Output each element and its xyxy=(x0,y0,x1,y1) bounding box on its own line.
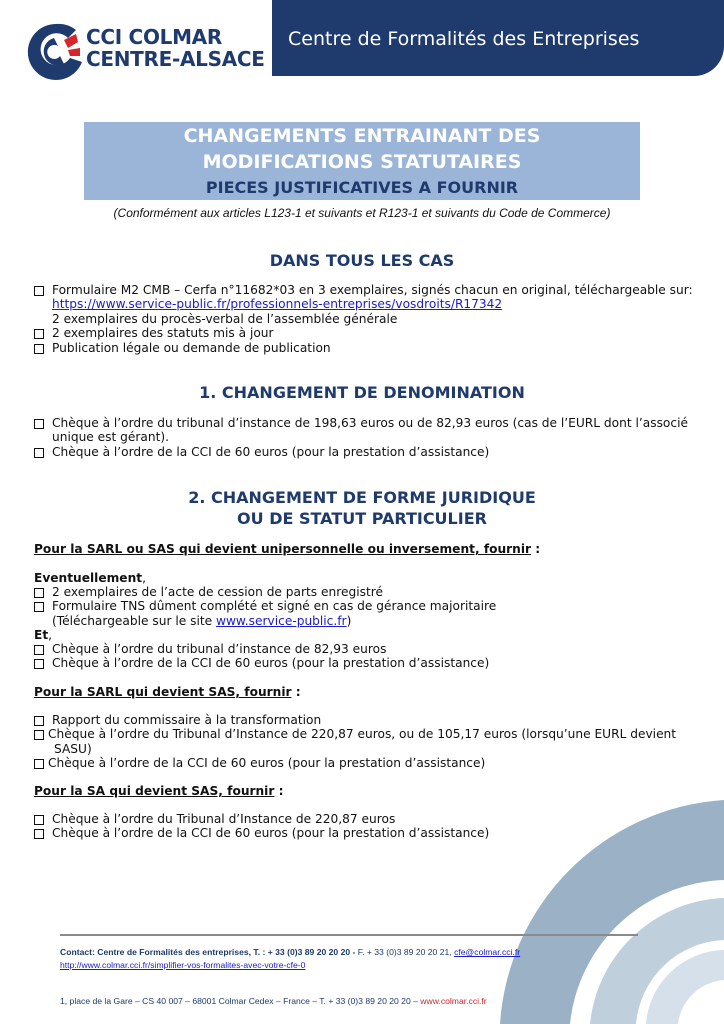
checkbox-icon xyxy=(34,588,44,598)
section2-heading-line2: OU DE STATUT PARTICULIER xyxy=(237,509,487,528)
sub2-heading-text: Pour la SARL qui devient SAS, fournir xyxy=(34,685,292,699)
box-glyph-icon xyxy=(34,313,42,321)
item-text: Chèque à l’ordre du tribunal d’instance de 82,93 euros xyxy=(52,642,387,656)
item-text: Chèque à l’ordre de la CCI de 60 euros (pour la prestation d’assistance) xyxy=(52,444,490,459)
list-item xyxy=(34,283,698,312)
contact-email-link[interactable]: cfe@colmar.cci.fr xyxy=(454,947,521,957)
eventuellement-text: Eventuellement xyxy=(34,571,143,585)
list-item xyxy=(34,326,698,340)
list-item xyxy=(34,713,698,727)
checkbox-icon xyxy=(34,344,44,354)
address-text: 1, place de la Gare – CS 40 007 – 68001 Colmar Cedex – France – T. + 33 (0)3 89 20 20 20 – xyxy=(60,996,418,1006)
section2-heading-line1: 2. CHANGEMENT DE FORME JURIDIQUE xyxy=(188,488,536,507)
item-note-end: ) xyxy=(346,613,352,628)
checkbox-icon xyxy=(34,448,44,458)
item-text: Chèque à l’ordre de la CCI de 60 euros (pour la prestation d’assistance) xyxy=(48,756,486,771)
title-box xyxy=(84,122,640,200)
checkbox-icon xyxy=(34,716,44,726)
item-text: Chèque à l’ordre du Tribunal d’Instance de 220,87 euros, ou de 105,17 euros (lorsqu’une EURL devient xyxy=(48,727,677,742)
item-text: 2 exemplaires de l’acte de cession de parts enregistré xyxy=(52,585,383,599)
item-text: Formulaire M2 CMB – Cerfa n°11682*03 en 3 exemplaires, signés chacun en original, téléchargeable sur: xyxy=(52,283,693,297)
list-item xyxy=(34,341,698,355)
list-item xyxy=(34,312,698,326)
item-text: 2 exemplaires des statuts mis à jour xyxy=(52,326,274,341)
list-item xyxy=(34,756,698,770)
item-text: Formulaire TNS dûment complété et signé en cas de gérance majoritaire xyxy=(52,599,497,614)
list-item xyxy=(34,727,698,756)
cci-logo xyxy=(24,18,274,82)
sub2-heading xyxy=(34,685,301,699)
list-item xyxy=(34,599,698,628)
sub1-heading xyxy=(34,542,540,556)
sub3-heading-text: Pour la SA qui devient SAS, fournir xyxy=(34,784,275,798)
list-item xyxy=(34,585,698,599)
item-text: Rapport du commissaire à la transformation xyxy=(52,713,322,727)
all-cases-list xyxy=(34,283,698,355)
band-title: Centre de Formalités des Entreprises xyxy=(288,28,640,50)
decorative-arc xyxy=(440,780,724,1024)
service-public-link[interactable]: https://www.service-public.fr/professionnels-entreprises/vosdroits/R17342 xyxy=(52,297,503,312)
checkbox-icon xyxy=(34,829,44,839)
sub3-colon: : xyxy=(274,784,284,798)
checkbox-icon xyxy=(34,759,44,769)
list-item xyxy=(34,416,698,445)
checkbox-icon xyxy=(34,645,44,655)
logo-line1: CCI COLMAR xyxy=(86,25,222,49)
item-text: SASU) xyxy=(54,741,92,756)
eventuellement-comma: , xyxy=(142,571,146,585)
title-line2: MODIFICATIONS STATUTAIRES xyxy=(202,151,522,173)
cfe-page-link[interactable]: http://www.colmar.cci.fr/simplifier-vos-formalites-avec-votre-cfe-0 xyxy=(60,960,306,970)
footer-url xyxy=(60,960,305,970)
et-comma: , xyxy=(48,628,53,642)
website-link[interactable]: www.colmar.cci.fr xyxy=(417,996,487,1006)
legal-reference: (Conformément aux articles L123-1 et suivants et R123-1 et suivants du Code de Commerce) xyxy=(113,206,611,220)
logo-line2: CENTRE-ALSACE xyxy=(86,47,265,71)
item-text: Chèque à l’ordre de la CCI de 60 euros (pour la prestation d’assistance) xyxy=(52,656,490,671)
checkbox-icon xyxy=(34,815,44,825)
footer-divider xyxy=(60,934,638,936)
item-note: (Téléchargeable sur le site xyxy=(52,613,216,628)
item-text: 2 exemplaires du procès-verbal de l’assemblée générale xyxy=(52,311,398,326)
contact-label: Contact: Centre de Formalités des entreprises, T. : + 33 (0)3 89 20 20 20 - xyxy=(60,947,356,957)
contact-fax: F. + 33 (0)3 89 20 20 21, xyxy=(355,947,452,957)
checkbox-icon xyxy=(34,730,44,740)
checkbox-icon xyxy=(34,419,44,429)
sub1-colon: : xyxy=(531,542,541,556)
sub1-list-a xyxy=(34,585,698,628)
item-text: Publication légale ou demande de publication xyxy=(52,340,331,355)
service-public-site-link[interactable]: www.service-public.fr xyxy=(216,613,347,628)
item-text: Chèque à l’ordre de la CCI de 60 euros (pour la prestation d’assistance) xyxy=(52,826,490,841)
checkbox-icon xyxy=(34,659,44,669)
item-text: Chèque à l’ordre du Tribunal d’Instance de 220,87 euros xyxy=(52,812,396,826)
eventuellement-label xyxy=(34,571,146,585)
footer-contact xyxy=(60,947,520,957)
section2-heading xyxy=(0,487,724,529)
sub2-list xyxy=(34,713,698,771)
sub2-colon: : xyxy=(291,685,301,699)
checkbox-icon xyxy=(34,602,44,612)
sub3-heading xyxy=(34,784,284,798)
section1-list xyxy=(34,416,698,459)
title-subtitle: PIECES JUSTIFICATIVES A FOURNIR xyxy=(205,178,519,197)
checkbox-icon xyxy=(34,329,44,339)
item-text: Chèque à l’ordre du tribunal d’instance de 198,63 euros ou de 82,93 euros (cas de l’EURL dont l’associé xyxy=(52,416,688,430)
list-item xyxy=(34,656,698,670)
sub1-list-b xyxy=(34,642,698,671)
title-line1: CHANGEMENTS ENTRAINANT DES xyxy=(183,125,541,147)
footer-address xyxy=(60,996,487,1006)
cci-logo-icon xyxy=(24,20,88,84)
et-label xyxy=(34,628,52,642)
item-text: unique est gérant). xyxy=(52,430,170,445)
checkbox-icon xyxy=(34,286,44,296)
sub1-heading-text: Pour la SARL ou SAS qui devient unipersonnelle ou inversement, fournir xyxy=(34,542,532,556)
all-cases-heading: DANS TOUS LES CAS xyxy=(269,251,455,270)
et-text: Et xyxy=(34,628,49,642)
header-band xyxy=(272,0,724,76)
section1-heading: 1. CHANGEMENT DE DENOMINATION xyxy=(199,383,525,402)
list-item xyxy=(34,445,698,459)
list-item xyxy=(34,642,698,656)
